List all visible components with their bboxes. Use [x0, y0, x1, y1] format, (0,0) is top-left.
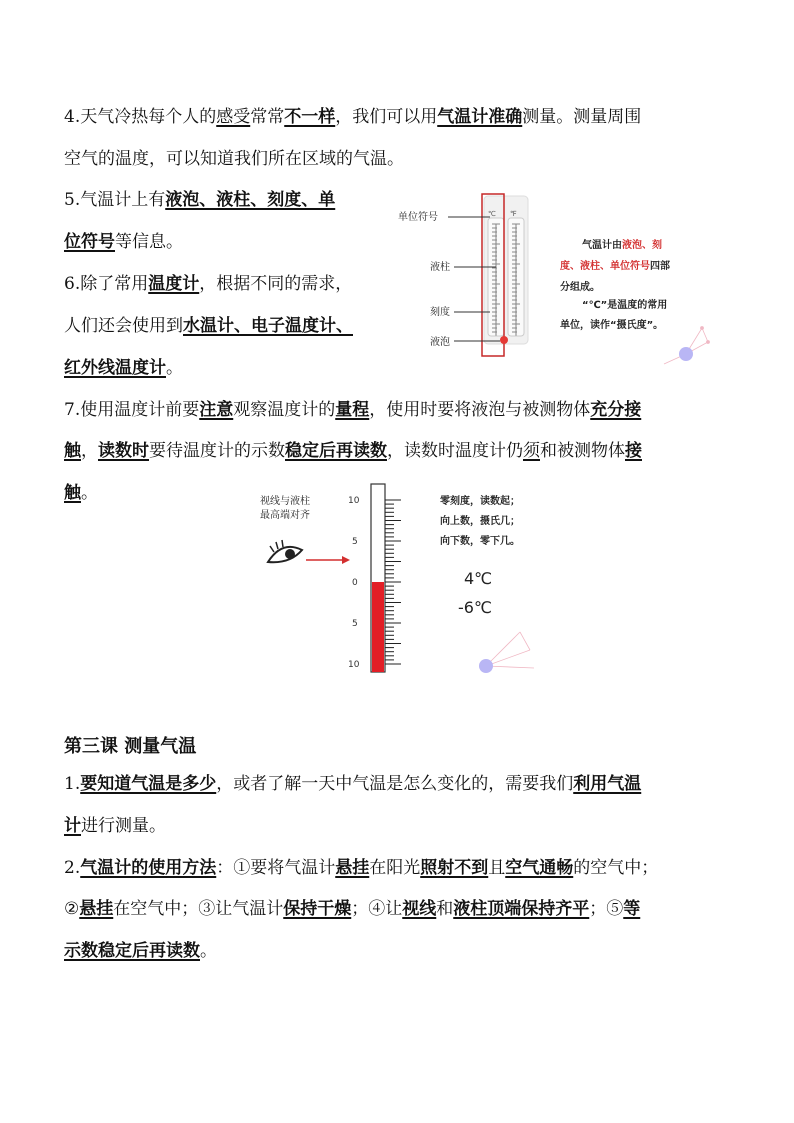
decorative-network-graphic-2 [486, 632, 534, 668]
unit-f-symbol: ℉ [510, 210, 517, 218]
label-scale: 刻度 [430, 307, 450, 318]
label-liquid-column: 液柱 [430, 262, 450, 273]
paragraph-6-line-1 [64, 273, 352, 295]
reading-positive-example: 4℃ [464, 569, 493, 588]
key-term: 保持干燥 [283, 899, 352, 919]
text-run: ，我们可以用 [335, 107, 438, 127]
lesson-3-paragraph-1-line-2 [64, 815, 166, 837]
key-term: 悬挂 [79, 899, 114, 919]
key-term: 须 [523, 441, 540, 461]
label-liquid-bulb: 液泡 [430, 337, 450, 348]
text-run: ② [64, 899, 80, 919]
key-term: 稳定后再读数 [285, 441, 387, 461]
text-run: 4.天气冷热每个人的 [64, 107, 217, 127]
liquid-bulb [500, 336, 508, 344]
text-run: 1. [64, 774, 81, 794]
paragraph-5-line-1 [64, 189, 335, 211]
svg-text:气温计由液泡、刻 [582, 238, 662, 251]
tick-label: 10 [348, 496, 360, 506]
note-parts-a: 液泡、刻 [622, 240, 662, 251]
text-run: ，根据不同的需求， [199, 274, 353, 294]
text-run: 常常 [250, 107, 285, 127]
text-run: ；④让 [351, 899, 403, 919]
text-run: 在阳光 [369, 858, 421, 878]
key-term: 要知道气温是多少 [80, 774, 217, 794]
note-parts-b: 度、液柱、单位符号 [560, 261, 650, 272]
key-term: 红外线温度计 [64, 358, 166, 378]
key-term: 空气通畅 [505, 858, 574, 878]
key-term: 温度计 [148, 274, 200, 294]
text-run: ：①要将气温计 [216, 858, 336, 878]
text-run: 2. [64, 858, 81, 878]
text-run: ；⑤ [589, 899, 624, 919]
text-run: 测量。测量周围 [522, 107, 642, 127]
text-run: 和 [436, 899, 454, 919]
key-term: 液柱顶端保持齐平 [453, 899, 590, 919]
text-run: 观察温度计的 [233, 400, 336, 420]
paragraph-7-line-3 [64, 482, 98, 504]
paragraph-4-line-1 [64, 106, 641, 128]
key-term: 触 [64, 441, 81, 461]
key-term: 感受 [216, 107, 251, 127]
text-run: ， [81, 441, 98, 461]
note-intro: 气温计由 [582, 240, 622, 251]
svg-text:度、液柱、单位符号四部 [560, 259, 670, 272]
reading-rule-1: 零刻度，读数起； [440, 496, 520, 507]
text-run: 要待温度计的示数 [149, 441, 285, 461]
tick-label: 10 [348, 660, 360, 670]
paragraph-7-line-2 [64, 440, 642, 462]
reading-rule-2: 向上数，摄氏几； [440, 516, 520, 527]
paragraph-5-line-2 [64, 231, 183, 253]
paragraph-4-line-2 [64, 148, 404, 170]
eye-icon [268, 540, 302, 562]
paragraph-6-line-2 [64, 315, 353, 337]
reading-rule-3: 向下数，零下几。 [440, 536, 520, 547]
text-run: ，读数时温度计仍 [387, 441, 523, 461]
text-run: 空气的温度，可以知道我们所在区域的气温。 [64, 149, 404, 169]
key-term: 照射不到 [420, 858, 489, 878]
key-term: 悬挂 [335, 858, 370, 878]
text-run: 。 [200, 941, 217, 961]
tick-label: 5 [352, 619, 358, 629]
key-term: 气温计的使用方法 [80, 858, 217, 878]
lesson-3-paragraph-2-line-1 [64, 857, 658, 879]
text-run: 。 [81, 483, 98, 503]
label-unit-symbol: 单位符号 [398, 212, 438, 223]
paragraph-7-line-1 [64, 399, 641, 421]
note-four-parts: 四部 [650, 261, 670, 272]
thermometer-reading-figure [250, 482, 540, 677]
key-term: 触 [64, 483, 81, 503]
text-run: 和被测物体 [540, 441, 625, 461]
text-run: 等信息。 [115, 232, 183, 252]
text-run: 且 [488, 858, 506, 878]
lesson-3-title: 第三课 测量气温 [64, 736, 197, 757]
sightline-label-2: 最高端对齐 [260, 510, 310, 521]
key-term: 水温计、电子温度计、 [183, 316, 353, 336]
reading-negative-example: -6℃ [458, 598, 492, 617]
text-run: 。 [166, 358, 183, 378]
sightline-label-1: 视线与液柱 [260, 496, 310, 507]
paragraph-6-line-3 [64, 357, 183, 379]
text-run: 进行测量。 [81, 816, 166, 836]
text-run: 人们还会使用到 [64, 316, 183, 336]
key-term: 液泡、液柱、刻度、单 [165, 190, 336, 210]
key-term: 视线 [402, 899, 437, 919]
thermometer-parts-figure [392, 190, 712, 370]
red-liquid-column [372, 582, 384, 672]
key-term: 充分接 [590, 400, 642, 420]
lesson-3-paragraph-1-line-1 [64, 773, 641, 795]
key-term: 气温计准确 [437, 107, 523, 127]
lesson-3-paragraph-2-line-2 [64, 898, 640, 920]
lesson-3-paragraph-2-line-3 [64, 940, 217, 962]
key-term: 等 [623, 899, 641, 919]
key-term: 接 [625, 441, 642, 461]
text-run: ，使用时要将液泡与被测物体 [369, 400, 591, 420]
key-term: 利用气温 [573, 774, 642, 794]
note-celsius-unit: “℃”是温度的常用 [582, 300, 668, 311]
text-run: 7.使用温度计前要 [64, 400, 200, 420]
key-term: 读数时 [98, 441, 149, 461]
tick-label: 5 [352, 537, 358, 547]
text-run: ，或者了解一天中气温是怎么变化的，需要我们 [216, 774, 574, 794]
text-run: 在空气中；③让气温计 [113, 899, 284, 919]
text-run: 6.除了常用 [64, 274, 149, 294]
note-celsius-reading: 单位，读作“摄氏度”。 [560, 320, 664, 331]
key-term: 示数稳定后再读数 [64, 941, 200, 961]
note-composed: 分组成。 [560, 282, 600, 293]
text-run: 5.气温计上有 [64, 190, 166, 210]
unit-c-symbol: ℃ [488, 210, 496, 218]
key-term: 注意 [199, 400, 234, 420]
key-term: 不一样 [284, 107, 336, 127]
key-term: 计 [64, 816, 81, 836]
key-term: 位符号 [64, 232, 115, 252]
tick-label: 0 [352, 578, 358, 588]
key-term: 量程 [335, 400, 370, 420]
text-run: 的空气中； [573, 858, 659, 878]
